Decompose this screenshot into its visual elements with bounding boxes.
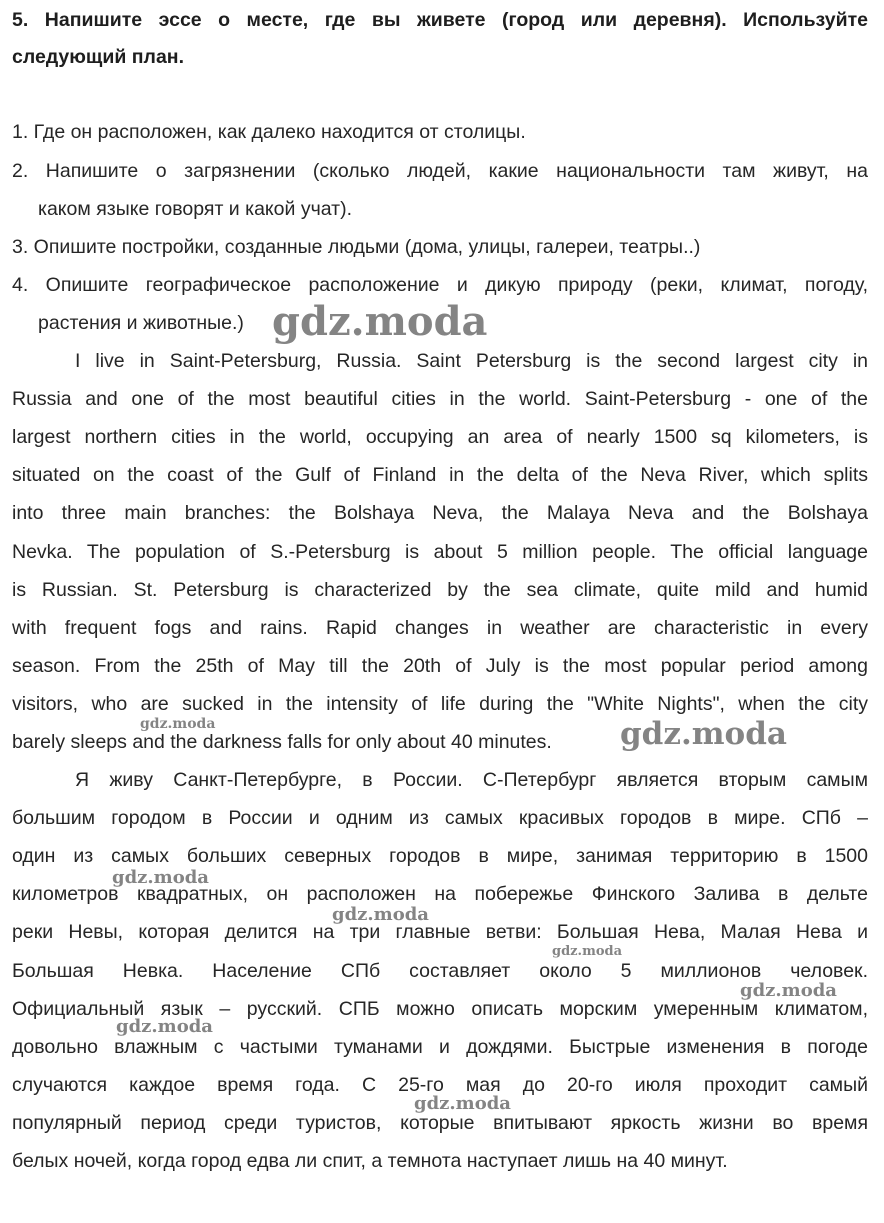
plan-item: 3. Опишите постройки, созданные людьми (дома, улицы, галереи, театры..): [12, 236, 701, 258]
watermark: gdz.moda: [112, 867, 209, 888]
plan-item: 1. Где он расположен, как далеко находится от столицы.: [12, 121, 526, 143]
task-heading-line: следующий план.: [12, 46, 184, 68]
paragraph-line: I live in Saint-Petersburg, Russia. Saint Petersburg is the second largest city in: [75, 350, 868, 372]
task-heading-line: 5. Напишите эссе о месте, где вы живете (город или деревня). Используйте: [12, 9, 868, 31]
watermark: gdz.moda: [740, 980, 837, 1001]
paragraph-line: популярный период среди туристов, которые впитывают яркость жизни во время: [12, 1111, 868, 1134]
paragraph-line: Большая Невка. Население СПб составляет около 5 миллионов человек.: [12, 959, 868, 982]
paragraph-line: Я живу Санкт-Петербурге, в России. С-Петербург является вторым самым: [75, 769, 868, 791]
paragraph-line: largest northern cities in the world, occupying an area of nearly 1500 sq kilometers, is: [12, 426, 868, 449]
plan-item: 2. Напишите о загрязнении (сколько людей, какие национальности там живут, на: [12, 160, 868, 182]
plan-item-continuation: растения и животные.): [38, 312, 244, 334]
paragraph-line: километров квадратных, он расположен на побережье Финского Залива в дельте: [12, 883, 868, 906]
paragraph-line: большим городом в России и одним из самых красивых городов в мире. СПб –: [12, 807, 868, 830]
paragraph-line: is Russian. St. Petersburg is characterized by the sea climate, quite mild and humid: [12, 578, 868, 601]
plan-item-continuation: каком языке говорят и какой учат).: [38, 198, 352, 220]
paragraph-line: barely sleeps and the darkness falls for only about 40 minutes.: [12, 731, 552, 753]
paragraph-line: реки Невы, которая делится на три главные ветви: Большая Нева, Малая Нева и: [12, 921, 868, 944]
paragraph-line: случаются каждое время года. С 25-го мая до 20-го июля проходит самый: [12, 1073, 868, 1096]
watermark: gdz.moda: [272, 298, 488, 345]
watermark: gdz.moda: [116, 1016, 213, 1037]
paragraph-line: Nevka. The population of S.-Petersburg is about 5 million people. The official language: [12, 540, 868, 563]
plan-item: 4. Опишите географическое расположение и дикую природу (реки, климат, погоду,: [12, 274, 868, 296]
watermark: gdz.moda: [332, 904, 429, 925]
paragraph-line: один из самых больших северных городов в мире, занимая территорию в 1500: [12, 845, 868, 868]
paragraph-line: белых ночей, когда город едва ли спит, а темнота наступает лишь на 40 минут.: [12, 1150, 728, 1172]
watermark: gdz.moda: [414, 1093, 511, 1114]
paragraph-line: situated on the coast of the Gulf of Finland in the delta of the Neva River, which splits: [12, 464, 868, 487]
watermark: gdz.moda: [140, 716, 216, 732]
paragraph-line: season. From the 25th of May till the 20th of July is the most popular period among: [12, 654, 868, 677]
watermark: gdz.moda: [552, 944, 623, 959]
paragraph-line: visitors, who are sucked in the intensity of life during the "White Nights", when the city: [12, 692, 868, 715]
paragraph-line: Russia and one of the most beautiful cities in the world. Saint-Petersburg - one of the: [12, 388, 868, 411]
paragraph-line: довольно влажным с частыми туманами и дождями. Быстрые изменения в погоде: [12, 1035, 868, 1058]
paragraph-line: into three main branches: the Bolshaya Neva, the Malaya Neva and the Bolshaya: [12, 502, 868, 525]
paragraph-line: Официальный язык – русский. СПБ можно описать морским умеренным климатом,: [12, 997, 868, 1020]
paragraph-line: with frequent fogs and rains. Rapid changes in weather are characteristic in every: [12, 616, 868, 639]
watermark: gdz.moda: [620, 716, 787, 752]
